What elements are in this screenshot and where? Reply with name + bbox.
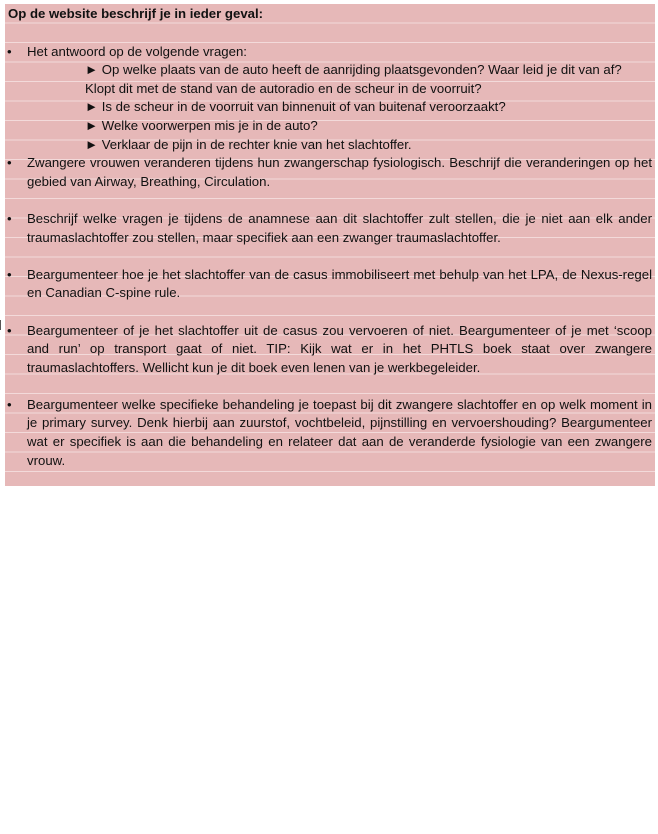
spacer — [5, 247, 653, 266]
list-item-physiology — [5, 154, 653, 191]
spacer — [5, 191, 653, 210]
bullet-icon: • — [7, 322, 12, 338]
bullet-icon: • — [7, 43, 12, 59]
list-item-treatment — [5, 396, 653, 470]
spacer — [5, 377, 653, 396]
sub-question-objects — [5, 117, 653, 136]
margin-mark — [0, 320, 1, 330]
sub-question-text: Verklaar de pijn in de rechter knie van het slachtoffer. — [101, 136, 412, 152]
list-item-immobilisation — [5, 266, 653, 303]
arrow-icon: ► — [85, 99, 99, 115]
list-item-text: Beschrijf welke vragen je tijdens de anamnese aan dit slachtoffer zult stellen, die je niet aan elk ander traumaslachtoffer zou stellen, maar specifiek aan een zwanger traumaslachtoffer. — [27, 210, 652, 245]
sub-question-text: Op welke plaats van de auto heeft de aanrijding plaatsgevonden? Waar leid je dit van af? Klopt dit met de stand van de autoradio en de scheur in de voorruit? — [85, 62, 622, 96]
list-item-text: Het antwoord op de volgende vragen: — [27, 43, 247, 59]
bullet-icon: • — [7, 155, 12, 171]
sub-question-text: Is de scheur in de voorruit van binnenuit of van buitenaf veroorzaakt? — [101, 99, 506, 115]
list-item-transport — [5, 322, 653, 378]
sub-question-windshield — [5, 98, 653, 117]
sub-question-location — [5, 61, 653, 98]
list-item-questions — [5, 43, 653, 62]
list-item-text: Beargumenteer welke specifieke behandeling je toepast bij dit zwangere slachtoffer en op welk moment in je primary survey. Denk hierbij aan zuurstof, vochtbeleid, pijnstilling en vervoershouding? Beargumenteer wat er specifiek is aan die behandeling en relateer dat aan de veranderde fysiologie van een zwangere vrouw. — [27, 396, 652, 468]
list-item-text: Beargumenteer of je het slachtoffer uit de casus zou vervoeren of niet. Beargumenteer of je met ‘scoop and run’ op transport gaat of niet. TIP: Kijk wat er in het PHTLS boek staat over zwangere traumaslachtoffers. Wellicht kun je dit boek even lenen van je werkbegeleider. — [27, 322, 652, 375]
arrow-icon: ► — [85, 117, 99, 133]
arrow-icon: ► — [85, 136, 99, 152]
sub-question-knee — [5, 136, 653, 155]
arrow-icon: ► — [85, 62, 99, 78]
list-item-text: Zwangere vrouwen veranderen tijdens hun zwangerschap fysiologisch. Beschrijf die veranderingen op het gebied van Airway, Breathing, Circulation. — [27, 155, 652, 189]
bullet-icon: • — [7, 210, 12, 226]
list-item-anamnesis — [5, 210, 653, 247]
spacer — [5, 24, 653, 43]
document-content — [5, 4, 653, 470]
spacer — [5, 303, 653, 322]
list-item-text: Beargumenteer hoe je het slachtoffer van de casus immobiliseert met behulp van het LPA, de Nexus-regel en Canadian C-spine rule. — [27, 266, 652, 301]
bullet-icon: • — [7, 396, 12, 412]
bullet-icon: • — [7, 266, 12, 282]
section-heading: Op de website beschrijf je in ieder geval: — [8, 6, 264, 21]
sub-question-text: Welke voorwerpen mis je in de auto? — [101, 117, 318, 133]
